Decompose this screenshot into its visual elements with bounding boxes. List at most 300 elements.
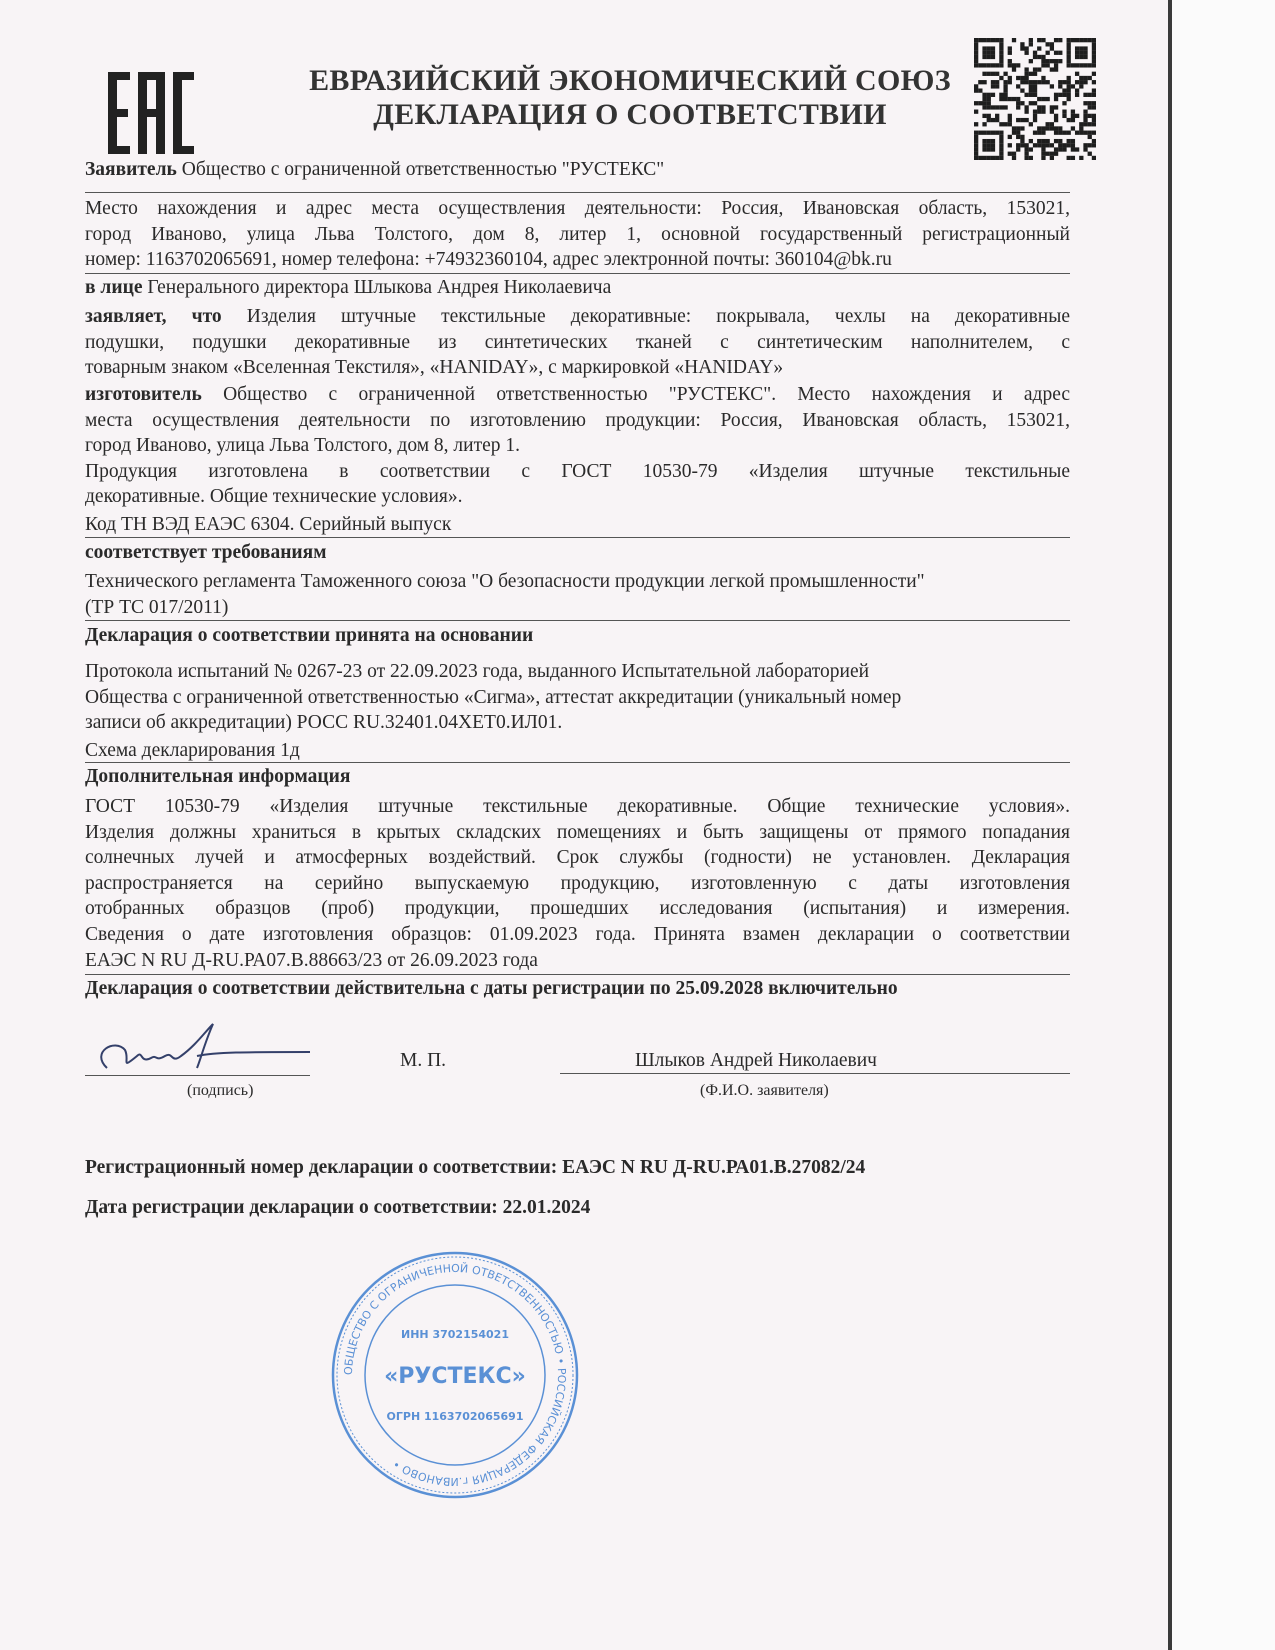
- qr-module: [1008, 59, 1012, 63]
- qr-module: [1033, 114, 1037, 118]
- qr-module: [1075, 38, 1079, 42]
- qr-module: [1003, 97, 1007, 101]
- qr-module: [1075, 46, 1079, 50]
- qr-module: [1033, 143, 1037, 147]
- qr-module: [1079, 122, 1083, 126]
- qr-module: [1083, 76, 1087, 80]
- qr-module: [1083, 110, 1087, 114]
- divider: [85, 620, 1070, 621]
- qr-module: [1088, 63, 1092, 67]
- qr-module: [1054, 97, 1058, 101]
- applicant-value: Общество с ограниченной ответственностью "РУСТЕКС": [181, 159, 665, 180]
- qr-module: [999, 51, 1003, 55]
- qr-module: [1003, 88, 1007, 92]
- qr-module: [1046, 97, 1050, 101]
- qr-module: [974, 101, 978, 105]
- qr-module: [1050, 105, 1054, 109]
- qr-module: [1033, 67, 1037, 71]
- qr-module: [974, 46, 978, 50]
- qr-module: [1003, 72, 1007, 76]
- qr-module: [982, 147, 986, 151]
- qr-module: [1041, 80, 1045, 84]
- divider: [85, 974, 1070, 975]
- qr-module: [1088, 101, 1092, 105]
- qr-module: [1092, 93, 1096, 97]
- qr-module: [1079, 84, 1083, 88]
- qr-module: [978, 63, 982, 67]
- qr-module: [999, 147, 1003, 151]
- qr-module: [982, 139, 986, 143]
- qr-module: [1071, 156, 1075, 160]
- qr-module: [1092, 139, 1096, 143]
- qr-module: [974, 147, 978, 151]
- qr-module: [1062, 147, 1066, 151]
- qr-module: [991, 51, 995, 55]
- qr-module: [1020, 88, 1024, 92]
- qr-module: [1033, 131, 1037, 135]
- qr-module: [1041, 126, 1045, 130]
- qr-module: [1071, 147, 1075, 151]
- qr-module: [1024, 143, 1028, 147]
- qr-module: [1083, 38, 1087, 42]
- qr-module: [1024, 93, 1028, 97]
- qr-module: [1012, 152, 1016, 156]
- qr-module: [1046, 80, 1050, 84]
- address: [85, 196, 1070, 273]
- qr-module: [1067, 38, 1071, 42]
- qr-module: [1050, 42, 1054, 46]
- qr-module: [999, 97, 1003, 101]
- qr-module: [1050, 152, 1054, 156]
- company-stamp: [330, 1250, 580, 1500]
- qr-module: [1050, 59, 1054, 63]
- qr-module: [999, 42, 1003, 46]
- person-label: в лице: [85, 277, 143, 298]
- qr-module: [1012, 97, 1016, 101]
- qr-module: [982, 51, 986, 55]
- qr-module: [1037, 126, 1041, 130]
- qr-module: [1075, 72, 1079, 76]
- manufacturer-line: город Иваново, улица Льва Толстого, дом 8, литер 1.: [85, 435, 521, 457]
- qr-module: [1020, 42, 1024, 46]
- qr-module: [1029, 101, 1033, 105]
- additional-line: распространяется на серийно выпускаемую продукцию, изготовленную с даты изготовления: [85, 872, 1070, 894]
- qr-module: [982, 114, 986, 118]
- qr-module: [1075, 51, 1079, 55]
- qr-module: [1020, 101, 1024, 105]
- basis-line: записи об аккредитации) РОСС RU.32401.04ХЕТ0.ИЛ01.: [85, 712, 563, 734]
- qr-module: [999, 139, 1003, 143]
- qr-module: [974, 55, 978, 59]
- qr-module: [1024, 46, 1028, 50]
- qr-module: [1012, 126, 1016, 130]
- qr-module: [1083, 118, 1087, 122]
- qr-module: [1046, 42, 1050, 46]
- manufacturer-label: изготовитель: [85, 384, 202, 405]
- signature: [85, 1018, 315, 1074]
- signature-caption: (подпись): [187, 1082, 254, 1099]
- qr-module: [1037, 97, 1041, 101]
- qr-module: [982, 72, 986, 76]
- qr-module: [1012, 67, 1016, 71]
- qr-module: [1092, 156, 1096, 160]
- qr-module: [1033, 55, 1037, 59]
- qr-module: [982, 93, 986, 97]
- requirements-text: [85, 569, 1070, 620]
- qr-module: [1088, 152, 1092, 156]
- qr-module: [1033, 80, 1037, 84]
- qr-module: [978, 80, 982, 84]
- qr-module: [991, 143, 995, 147]
- qr-module: [1033, 72, 1037, 76]
- qr-module: [1071, 84, 1075, 88]
- qr-module: [1083, 63, 1087, 67]
- qr-module: [982, 101, 986, 105]
- qr-module: [1083, 55, 1087, 59]
- qr-module: [991, 80, 995, 84]
- qr-module: [1050, 110, 1054, 114]
- registration-date: Дата регистрации декларации о соответствии: 22.01.2024: [85, 1197, 591, 1218]
- qr-module: [1041, 55, 1045, 59]
- qr-module: [1029, 38, 1033, 42]
- qr-module: [995, 72, 999, 76]
- qr-module: [1024, 67, 1028, 71]
- manufacturer-line: Общество с ограниченной ответственностью "РУСТЕКС". Место нахождения и адрес: [223, 384, 1070, 405]
- applicant: [85, 157, 1070, 183]
- qr-module: [1046, 139, 1050, 143]
- qr-module: [1088, 143, 1092, 147]
- qr-module: [1058, 139, 1062, 143]
- qr-module: [1037, 110, 1041, 114]
- qr-module: [1079, 156, 1083, 160]
- requirements: [85, 540, 1070, 566]
- additional-line: ГОСТ 10530-79 «Изделия штучные текстильные декоративные. Общие технические условия».: [85, 796, 1070, 817]
- divider: [85, 537, 1070, 538]
- qr-module: [1033, 110, 1037, 114]
- qr-module: [1029, 42, 1033, 46]
- qr-module: [999, 152, 1003, 156]
- qr-module: [1033, 88, 1037, 92]
- qr-module: [1058, 80, 1062, 84]
- basis-line: Протокола испытаний № 0267-23 от 22.09.2023 года, выданного Испытательной лабораторией: [85, 661, 870, 682]
- qr-module: [999, 131, 1003, 135]
- basis: [85, 623, 1070, 649]
- qr-module: [987, 97, 991, 101]
- qr-module: [999, 76, 1003, 80]
- qr-module: [1058, 131, 1062, 135]
- qr-module: [1046, 59, 1050, 63]
- qr-module: [1083, 80, 1087, 84]
- divider: [85, 762, 1070, 763]
- qr-module: [1037, 55, 1041, 59]
- qr-module: [1041, 105, 1045, 109]
- qr-module: [1008, 76, 1012, 80]
- qr-module: [1041, 131, 1045, 135]
- qr-module: [1079, 55, 1083, 59]
- qr-module: [1016, 143, 1020, 147]
- address-line: Место нахождения и адрес места осуществления деятельности: Россия, Ивановская область, 153021,: [85, 198, 1070, 219]
- qr-module: [1016, 118, 1020, 122]
- qr-module: [987, 93, 991, 97]
- qr-module: [1050, 46, 1054, 50]
- qr-module: [1092, 55, 1096, 59]
- qr-module: [1016, 105, 1020, 109]
- qr-module: [1024, 72, 1028, 76]
- qr-module: [999, 135, 1003, 139]
- qr-module: [1058, 143, 1062, 147]
- qr-module: [1092, 118, 1096, 122]
- qr-module: [1016, 126, 1020, 130]
- qr-module: [1033, 84, 1037, 88]
- qr-module: [1041, 110, 1045, 114]
- qr-module: [1075, 131, 1079, 135]
- qr-module: [1092, 80, 1096, 84]
- qr-module: [1033, 101, 1037, 105]
- qr-module: [987, 55, 991, 59]
- qr-module: [1029, 84, 1033, 88]
- qr-module: [991, 55, 995, 59]
- qr-module: [1024, 76, 1028, 80]
- declares: [85, 304, 1070, 381]
- qr-module: [999, 93, 1003, 97]
- stamp-inn: ИНН 3702154021: [401, 1328, 509, 1341]
- qr-module: [999, 63, 1003, 67]
- qr-module: [1024, 152, 1028, 156]
- qr-module: [1037, 131, 1041, 135]
- qr-module: [1029, 139, 1033, 143]
- qr-module: [1037, 105, 1041, 109]
- qr-module: [1041, 139, 1045, 143]
- qr-module: [1029, 147, 1033, 151]
- qr-module: [1054, 38, 1058, 42]
- qr-module: [987, 143, 991, 147]
- qr-module: [1020, 118, 1024, 122]
- qr-module: [1083, 93, 1087, 97]
- applicant-label: Заявитель: [85, 159, 177, 180]
- qr-module: [999, 122, 1003, 126]
- qr-module: [1079, 46, 1083, 50]
- applicant-name: Шлыков Андрей Николаевич: [635, 1050, 877, 1071]
- qr-module: [991, 46, 995, 50]
- qr-module: [1008, 143, 1012, 147]
- qr-module: [1016, 135, 1020, 139]
- qr-module: [1016, 101, 1020, 105]
- qr-module: [1092, 105, 1096, 109]
- divider: [85, 273, 1070, 274]
- qr-module: [1012, 38, 1016, 42]
- qr-code: [974, 38, 1096, 160]
- qr-module: [1067, 84, 1071, 88]
- address-line: номер: 1163702065691, номер телефона: +74932360104, адрес электронной почты: 360104@bk.ru: [85, 249, 892, 271]
- qr-module: [1058, 126, 1062, 130]
- declares-line: товарным знаком «Вселенная Текстиля», «HANIDAY», с маркировкой «HANIDAY»: [85, 357, 784, 379]
- qr-module: [1088, 76, 1092, 80]
- qr-module: [1046, 63, 1050, 67]
- qr-module: [1029, 122, 1033, 126]
- qr-module: [1054, 131, 1058, 135]
- validity: Декларация о соответствии действительна с даты регистрации по 25.09.2028 включительно: [85, 978, 898, 999]
- qr-module: [1054, 59, 1058, 63]
- qr-module: [1088, 93, 1092, 97]
- qr-module: [1067, 143, 1071, 147]
- qr-module: [1016, 76, 1020, 80]
- qr-module: [1062, 101, 1066, 105]
- qr-module: [1088, 105, 1092, 109]
- declares-line: Изделия штучные текстильные декоративные: покрывала, чехлы на декоративные: [246, 306, 1070, 327]
- seal-label: М. П.: [400, 1050, 447, 1071]
- qr-module: [974, 59, 978, 63]
- qr-module: [1008, 114, 1012, 118]
- qr-module: [1067, 97, 1071, 101]
- qr-module: [1071, 63, 1075, 67]
- qr-module: [982, 97, 986, 101]
- qr-module: [999, 55, 1003, 59]
- qr-module: [1079, 38, 1083, 42]
- qr-module: [1024, 105, 1028, 109]
- qr-module: [1050, 143, 1054, 147]
- qr-module: [1008, 135, 1012, 139]
- qr-module: [1075, 147, 1079, 151]
- basis-line: Общества с ограниченной ответственностью «Сигма», аттестат аккредитации (уникальный номер: [85, 686, 902, 708]
- address-line: город Иваново, улица Льва Толстого, дом 8, литер 1, основной государственный регистрационный: [85, 223, 1070, 245]
- qr-module: [1041, 59, 1045, 63]
- qr-module: [1024, 110, 1028, 114]
- qr-module: [1067, 139, 1071, 143]
- requirements-line: Технического регламента Таможенного союза "О безопасности продукции легкой промышленности": [85, 571, 925, 592]
- qr-module: [982, 63, 986, 67]
- divider: [85, 192, 1070, 193]
- qr-module: [1046, 126, 1050, 130]
- scan-margin: [1172, 0, 1275, 1650]
- qr-module: [1037, 67, 1041, 71]
- qr-module: [1083, 143, 1087, 147]
- qr-module: [1020, 46, 1024, 50]
- qr-module: [1088, 131, 1092, 135]
- qr-module: [1071, 118, 1075, 122]
- qr-module: [1083, 51, 1087, 55]
- person: [85, 275, 1070, 301]
- qr-module: [1050, 122, 1054, 126]
- qr-module: [1037, 80, 1041, 84]
- qr-module: [1024, 80, 1028, 84]
- qr-module: [982, 105, 986, 109]
- qr-module: [1029, 93, 1033, 97]
- qr-module: [1067, 118, 1071, 122]
- qr-module: [1083, 147, 1087, 151]
- qr-module: [1054, 126, 1058, 130]
- qr-module: [982, 55, 986, 59]
- qr-module: [1029, 88, 1033, 92]
- qr-module: [1067, 88, 1071, 92]
- qr-module: [1075, 63, 1079, 67]
- signature-line: [85, 1075, 310, 1076]
- qr-module: [974, 42, 978, 46]
- qr-module: [1079, 51, 1083, 55]
- qr-module: [1003, 93, 1007, 97]
- manufacturer-line: места осуществления деятельности по изготовлению продукции: Россия, Ивановская область, 153021,: [85, 409, 1070, 431]
- name-line: [560, 1073, 1070, 1074]
- qr-module: [1092, 38, 1096, 42]
- qr-module: [1054, 147, 1058, 151]
- qr-module: [987, 101, 991, 105]
- qr-module: [1033, 51, 1037, 55]
- qr-module: [1079, 76, 1083, 80]
- qr-module: [1037, 139, 1041, 143]
- qr-module: [982, 80, 986, 84]
- stamp-ogrn: ОГРН 1163702065691: [386, 1410, 524, 1423]
- registration-number: Регистрационный номер декларации о соответствии: ЕАЭС N RU Д-RU.РА01.В.27082/24: [85, 1157, 866, 1178]
- additional-line: солнечных лучей и атмосферных воздействий. Срок службы (годности) не установлен. Декларация: [85, 847, 1070, 869]
- qr-module: [991, 38, 995, 42]
- qr-module: [978, 101, 982, 105]
- qr-module: [1071, 38, 1075, 42]
- qr-module: [1054, 51, 1058, 55]
- product-standard-line: декоративные. Общие технические условия».: [85, 486, 463, 508]
- qr-module: [1008, 118, 1012, 122]
- qr-module: [974, 122, 978, 126]
- qr-module: [1058, 38, 1062, 42]
- qr-module: [1020, 135, 1024, 139]
- qr-module: [1041, 152, 1045, 156]
- qr-module: [1067, 55, 1071, 59]
- qr-module: [1054, 63, 1058, 67]
- qr-module: [1008, 97, 1012, 101]
- additional-line: Изделия должны храниться в крытых складских помещениях и быть защищены от прямого попадания: [85, 821, 1070, 843]
- qr-module: [995, 84, 999, 88]
- qr-module: [1024, 51, 1028, 55]
- qr-module: [1067, 46, 1071, 50]
- qr-module: [1075, 88, 1079, 92]
- qr-module: [991, 139, 995, 143]
- qr-module: [1071, 126, 1075, 130]
- qr-module: [1020, 76, 1024, 80]
- qr-module: [1079, 80, 1083, 84]
- qr-module: [1041, 38, 1045, 42]
- qr-module: [1092, 101, 1096, 105]
- qr-module: [1075, 114, 1079, 118]
- qr-module: [991, 72, 995, 76]
- qr-module: [995, 105, 999, 109]
- qr-module: [1092, 46, 1096, 50]
- qr-module: [991, 105, 995, 109]
- eac-logo: [108, 72, 194, 154]
- qr-module: [1058, 84, 1062, 88]
- qr-module: [1050, 126, 1054, 130]
- qr-module: [1041, 63, 1045, 67]
- stamp-center: «РУСТЕКС»: [384, 1364, 526, 1389]
- qr-module: [1020, 143, 1024, 147]
- qr-module: [1083, 114, 1087, 118]
- qr-module: [1041, 97, 1045, 101]
- qr-module: [1075, 55, 1079, 59]
- qr-module: [982, 131, 986, 135]
- qr-module: [1079, 63, 1083, 67]
- qr-module: [1016, 63, 1020, 67]
- qr-module: [987, 51, 991, 55]
- basis-label: Декларация о соответствии принята на основании: [85, 625, 534, 646]
- title-union: ЕВРАЗИЙСКИЙ ЭКОНОМИЧЕСКИЙ СОЮЗ: [309, 64, 951, 97]
- qr-module: [1054, 105, 1058, 109]
- qr-module: [1092, 72, 1096, 76]
- qr-module: [1054, 118, 1058, 122]
- qr-module: [987, 46, 991, 50]
- qr-module: [1033, 93, 1037, 97]
- qr-module: [1067, 59, 1071, 63]
- qr-module: [1071, 139, 1075, 143]
- qr-module: [995, 131, 999, 135]
- qr-module: [1088, 114, 1092, 118]
- qr-module: [974, 84, 978, 88]
